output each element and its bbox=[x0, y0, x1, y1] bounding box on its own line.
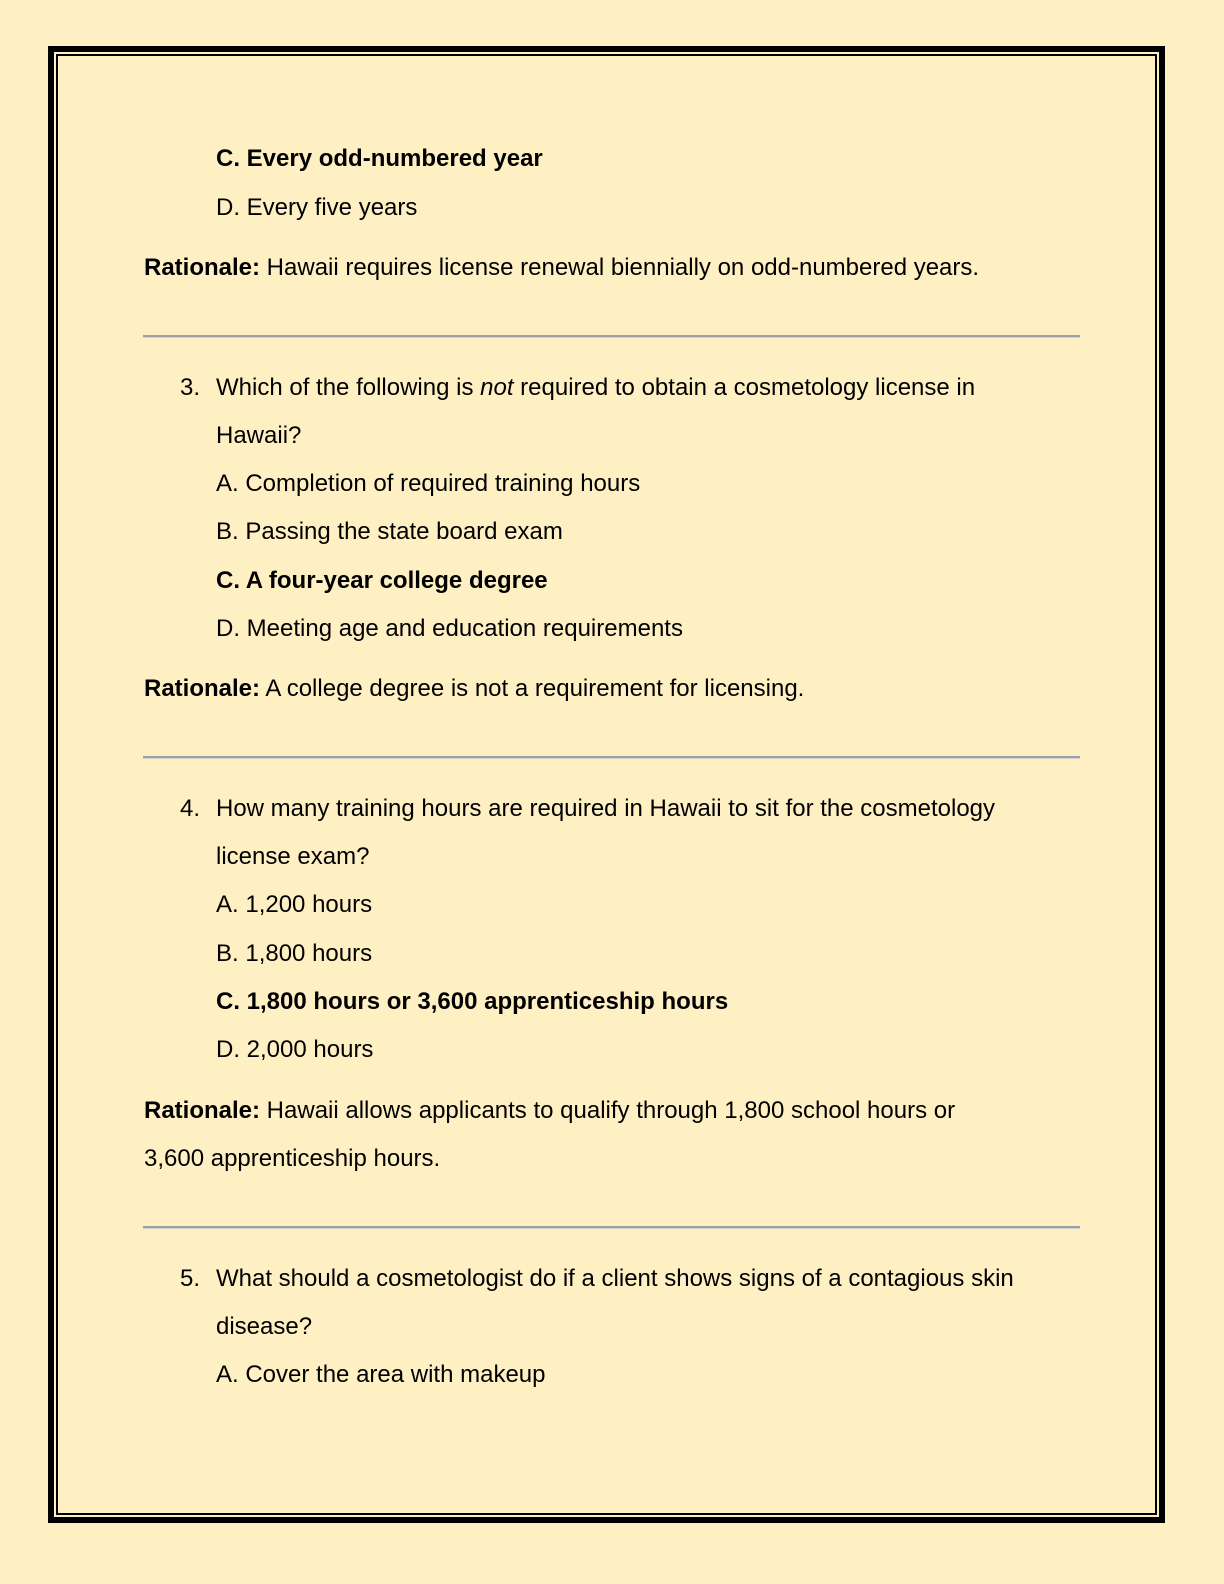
q4-rationale-line2: 3,600 apprenticeship hours. bbox=[144, 1145, 441, 1172]
q5-text: What should a cosmetologist do if a client shows signs of a contagious skin bbox=[216, 1265, 1014, 1292]
rationale-label: Rationale: bbox=[144, 675, 261, 702]
q3-text-line2: Hawaii? bbox=[216, 422, 302, 449]
q5-text-line2: disease? bbox=[216, 1313, 313, 1340]
rationale-label: Rationale: bbox=[144, 254, 261, 281]
q4-text: How many training hours are required in Hawaii to sit for the cosmetology bbox=[216, 795, 996, 822]
q5-number: 5. bbox=[180, 1265, 201, 1292]
q3-emphasis: not bbox=[480, 374, 514, 401]
q2-option-d: D. Every five years bbox=[216, 194, 418, 221]
q3-text: Which of the following is not required to obtain a cosmetology license in bbox=[216, 374, 976, 401]
q2-option-c: C. Every odd-numbered year bbox=[216, 145, 543, 172]
question-divider bbox=[143, 1226, 1080, 1228]
q4-option-c: C. 1,800 hours or 3,600 apprenticeship hours bbox=[216, 988, 729, 1015]
q3-option-a: A. Completion of required training hours bbox=[216, 470, 641, 497]
q4-text-line2: license exam? bbox=[216, 843, 370, 870]
q3-number: 3. bbox=[180, 374, 201, 401]
q3-option-d: D. Meeting age and education requirements bbox=[216, 615, 683, 642]
rationale-text: Hawaii allows applicants to qualify through 1,800 school hours or bbox=[260, 1097, 956, 1124]
q4-option-a: A. 1,200 hours bbox=[216, 891, 373, 918]
rationale-text: Hawaii requires license renewal biennially on odd-numbered years. bbox=[260, 254, 980, 281]
q3-rationale bbox=[144, 674, 804, 704]
q3-option-b: B. Passing the state board exam bbox=[216, 518, 563, 545]
q4-option-b: B. 1,800 hours bbox=[216, 940, 373, 967]
q3-option-c: C. A four-year college degree bbox=[216, 567, 548, 594]
q4-number: 4. bbox=[180, 795, 201, 822]
q4-rationale bbox=[144, 1096, 955, 1126]
question-divider bbox=[143, 335, 1080, 337]
rationale-label: Rationale: bbox=[144, 1097, 261, 1124]
rationale-text: A college degree is not a requirement for licensing. bbox=[260, 675, 805, 702]
question-divider bbox=[143, 756, 1080, 758]
q5-option-a: A. Cover the area with makeup bbox=[216, 1361, 546, 1388]
q4-option-d: D. 2,000 hours bbox=[216, 1036, 374, 1063]
q2-rationale bbox=[144, 253, 979, 283]
